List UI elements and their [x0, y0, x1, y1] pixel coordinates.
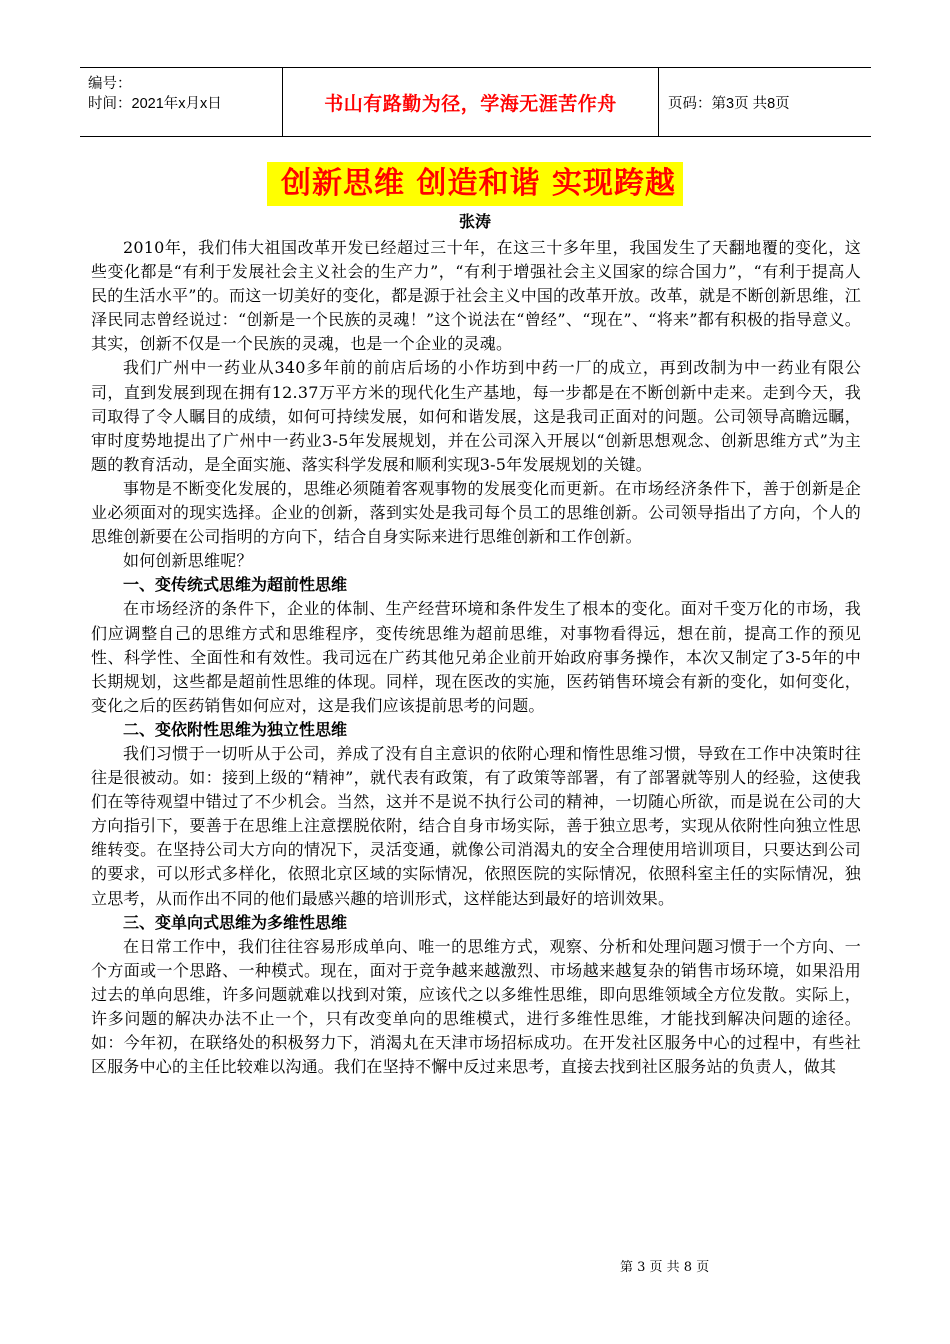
- page-footer: 第 3 页 共 8 页: [620, 1260, 710, 1275]
- section-heading: 一、变传统式思维为超前性思维: [123, 575, 348, 595]
- article-body: [91, 236, 861, 1079]
- section-paragraph: 我们习惯于一切听从于公司，养成了没有自主意识的依附心理和惰性思维习惯，导致在工作中决策时往往是很被动。如：接到上级的“精神”，就代表有政策，有了政策等部署，有了部署就等别人的经验，这使我们在等待观望中错过了不少机会。当然，这并不是说不执行公司的精神，一切随心所欲，而是说在公司的大方向指引下，要善于在思维上注意摆脱依附，结合自身市场实际，善于独立思考，实现从依附性向独立性思维转变。在坚持公司大方向的情况下，灵活变通，就像公司消渴丸的安全合理使用培训项目，只要达到公司的要求，可以形式多样化，依照北京区域的实际情况，依照医院的实际情况，依照科室主任的实际情况，独立思考，从而作出不同的他们最感兴趣的培训形式，这样能达到最好的培训效果。: [91, 743, 861, 908]
- section-heading: 二、变依附性思维为独立性思维: [123, 719, 348, 739]
- page-header: [80, 67, 871, 137]
- document-time: 时间：2021年x月x日: [88, 96, 222, 112]
- paragraph: 2010年，我们伟大祖国改革开发已经超过三十年，在这三十多年里，我国发生了天翻地覆的变化，这些变化都是“有利于发展社会主义社会的生产力”，“有利于增强社会主义国家的综合国力”，“有利于提高人民的生活水平”的。而这一切美好的变化，都是源于社会主义中国的改革开放。改革，就是不断创新思维，江泽民同志曾经说过：“创新是一个民族的灵魂！”这个说法在“曾经”、“现在”、“将来”都有积极的指导意义。其实，创新不仅是一个民族的灵魂，也是一个企业的灵魂。: [91, 238, 861, 354]
- author-name: 张涛: [458, 212, 491, 231]
- paragraph: 我们广州中一药业从340多年前的前店后场的小作坊到中药一厂的成立，再到改制为中一药业有限公司，直到发展到现在拥有12.37万平方米的现代化生产基地，每一步都是在不断创新中走来。走到今天，我司取得了令人瞩目的成绩，如何可持续发展，如何和谐发展，这是我司正面对的问题。公司领导高瞻远瞩，审时度势地提出了广州中一药业3-5年发展规划，并在公司深入开展以“创新思想观念、创新思维方式”为主题的教育活动，是全面实施、落实科学发展和顺利实现3-5年发展规划的关键。: [91, 358, 861, 474]
- paragraph: 事物是不断变化发展的，思维必须随着客观事物的发展变化而更新。在市场经济条件下，善于创新是企业必须面对的现实选择。企业的创新，落到实处是我司每个员工的思维创新。公司领导指出了方向，个人的思维创新要在公司指明的方向下，结合自身实际来进行思维创新和工作创新。: [91, 478, 861, 547]
- paragraph: 如何创新思维呢？: [123, 551, 253, 571]
- header-page-info: 页码：第3页 共8页: [668, 95, 790, 112]
- section-paragraph: 在日常工作中，我们往往容易形成单向、唯一的思维方式，观察、分析和处理问题习惯于一个方向、一个方面或一个思路、一种模式。现在，面对于竞争越来越激烈、市场越来越复杂的销售市场环境，如果沿用过去的单向思维，许多问题就难以找到对策，应该代之以多维性思维，即向思维领域全方位发散。实际上，许多问题的解决办法不止一个，只有改变单向的思维模式，进行多维性思维，才能找到解决问题的途径。如：今年初，在联络处的积极努力下，消渴丸在天津市场招标成功。在开发社区服务中心的过程中，有些社区服务中心的主任比较难以沟通。我们在坚持不懈中反过来思考，直接去找到社区服务站的负责人，做其: [91, 936, 861, 1077]
- document-title: 创新思维 创造和谐 实现跨越: [267, 162, 683, 206]
- section-paragraph: 在市场经济的条件下，企业的体制、生产经营环境和条件发生了根本的变化。面对千变万化的市场，我们应调整自己的思维方式和思维程序，变传统思维为超前思维，对事物看得远，想在前，提高工作的预见性、科学性、全面性和有效性。我司远在广药其他兄弟企业前开始政府事务操作，本次又制定了3-5年的中长期规划，这些都是超前性思维的体现。同样，现在医改的实施，医药销售环境会有新的变化，如何变化，变化之后的医药销售如何应对，这是我们应该提前思考的问题。: [91, 599, 861, 715]
- document-number-label: 编号：: [88, 76, 132, 92]
- header-meta: [80, 68, 282, 136]
- header-motto: 书山有路勤为径，学海无涯苦作舟: [282, 68, 659, 136]
- title-block: [0, 162, 950, 206]
- section-heading: 三、变单向式思维为多维性思维: [123, 912, 348, 932]
